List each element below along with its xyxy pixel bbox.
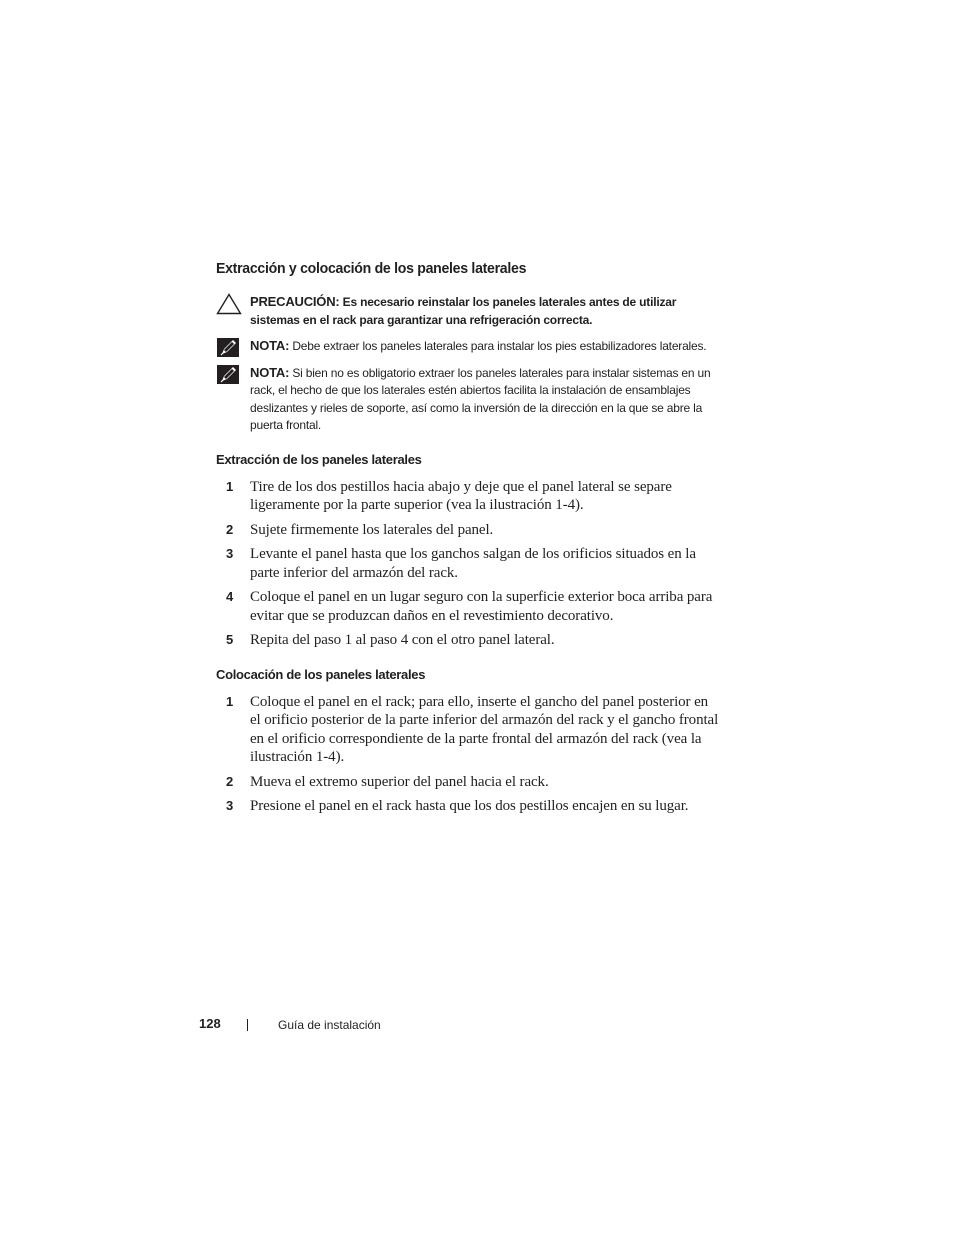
caution-label: PRECAUCIÓN: xyxy=(250,294,340,309)
step-text: Sujete firmemente los laterales del panel. xyxy=(250,521,494,538)
step-number: 2 xyxy=(226,521,234,537)
list-item xyxy=(216,631,721,650)
note-notice xyxy=(216,337,721,356)
note-text: Debe extraer los paneles laterales para instalar los pies estabilizadores laterales. xyxy=(289,339,707,353)
step-number: 3 xyxy=(226,798,234,813)
step-text: Tire de los dos pestillos hacia abajo y deje que el panel lateral se separe ligeramente por la parte superior (vea la ilustración 1-4). xyxy=(250,478,672,513)
list-item xyxy=(216,797,721,816)
step-text: Repita del paso 1 al paso 4 con el otro panel lateral. xyxy=(250,632,555,648)
step-number: 2 xyxy=(226,773,234,789)
step-number: 1 xyxy=(226,693,234,709)
list-item xyxy=(216,478,721,515)
caution-triangle-icon xyxy=(216,293,242,315)
footer-divider xyxy=(247,1019,248,1031)
caution-text: Es necesario reinstalar los paneles laterales antes de utilizar sistemas en el rack para garantizar una refrigeración correcta. xyxy=(250,295,677,327)
note-text: Si bien no es obligatorio extraer los paneles laterales para instalar sistemas en un rack, el hecho de que los laterales estén abiertos facilita la instalación de ensamblajes deslizantes y rieles de soporte, así como la inversión de la dirección en la que se abre la puerta frontal. xyxy=(250,365,711,432)
removal-title: Extracción de los paneles laterales xyxy=(216,451,422,467)
step-text: Levante el panel hasta que los ganchos salgan de los orificios situados en la parte inferior del armazón del rack. xyxy=(250,546,696,581)
note-label: NOTA: xyxy=(250,364,290,380)
step-text: Mueva el extremo superior del panel hacia el rack. xyxy=(250,773,549,790)
step-number: 4 xyxy=(226,589,234,604)
note-label: NOTA: xyxy=(250,338,290,353)
page-content xyxy=(216,258,721,822)
step-text: Coloque el panel en el rack; para ello, inserte el gancho del panel posterior en el orificio posterior de la parte inferior del armazón del rack y el gancho frontal en el orificio correspondiente de la parte frontal del armazón del rack (vea la ilustración 1-4). xyxy=(250,693,719,765)
list-item xyxy=(216,545,721,582)
footer-doc-title: Guía de instalación xyxy=(278,1018,381,1032)
list-item xyxy=(216,693,721,767)
note-pencil-icon xyxy=(216,364,242,386)
installation-title: Colocación de los paneles laterales xyxy=(216,666,426,682)
step-number: 5 xyxy=(226,632,234,647)
section-title: Extracción y colocación de los paneles laterales xyxy=(216,260,527,277)
removal-steps xyxy=(216,478,721,650)
step-number: 3 xyxy=(226,546,234,561)
step-number: 1 xyxy=(226,478,234,494)
installation-steps xyxy=(216,693,721,816)
step-text: Presione el panel en el rack hasta que los dos pestillos encajen en su lugar. xyxy=(250,798,689,814)
note-pencil-icon xyxy=(216,337,242,359)
caution-notice xyxy=(216,293,721,329)
list-item xyxy=(216,521,721,540)
list-item xyxy=(216,773,721,792)
note-notice xyxy=(216,364,721,435)
list-item xyxy=(216,588,721,625)
page-number: 128 xyxy=(199,1016,221,1031)
step-text: Coloque el panel en un lugar seguro con la superficie exterior boca arriba para evitar que se produzcan daños en el revestimiento decorativo. xyxy=(250,589,713,624)
